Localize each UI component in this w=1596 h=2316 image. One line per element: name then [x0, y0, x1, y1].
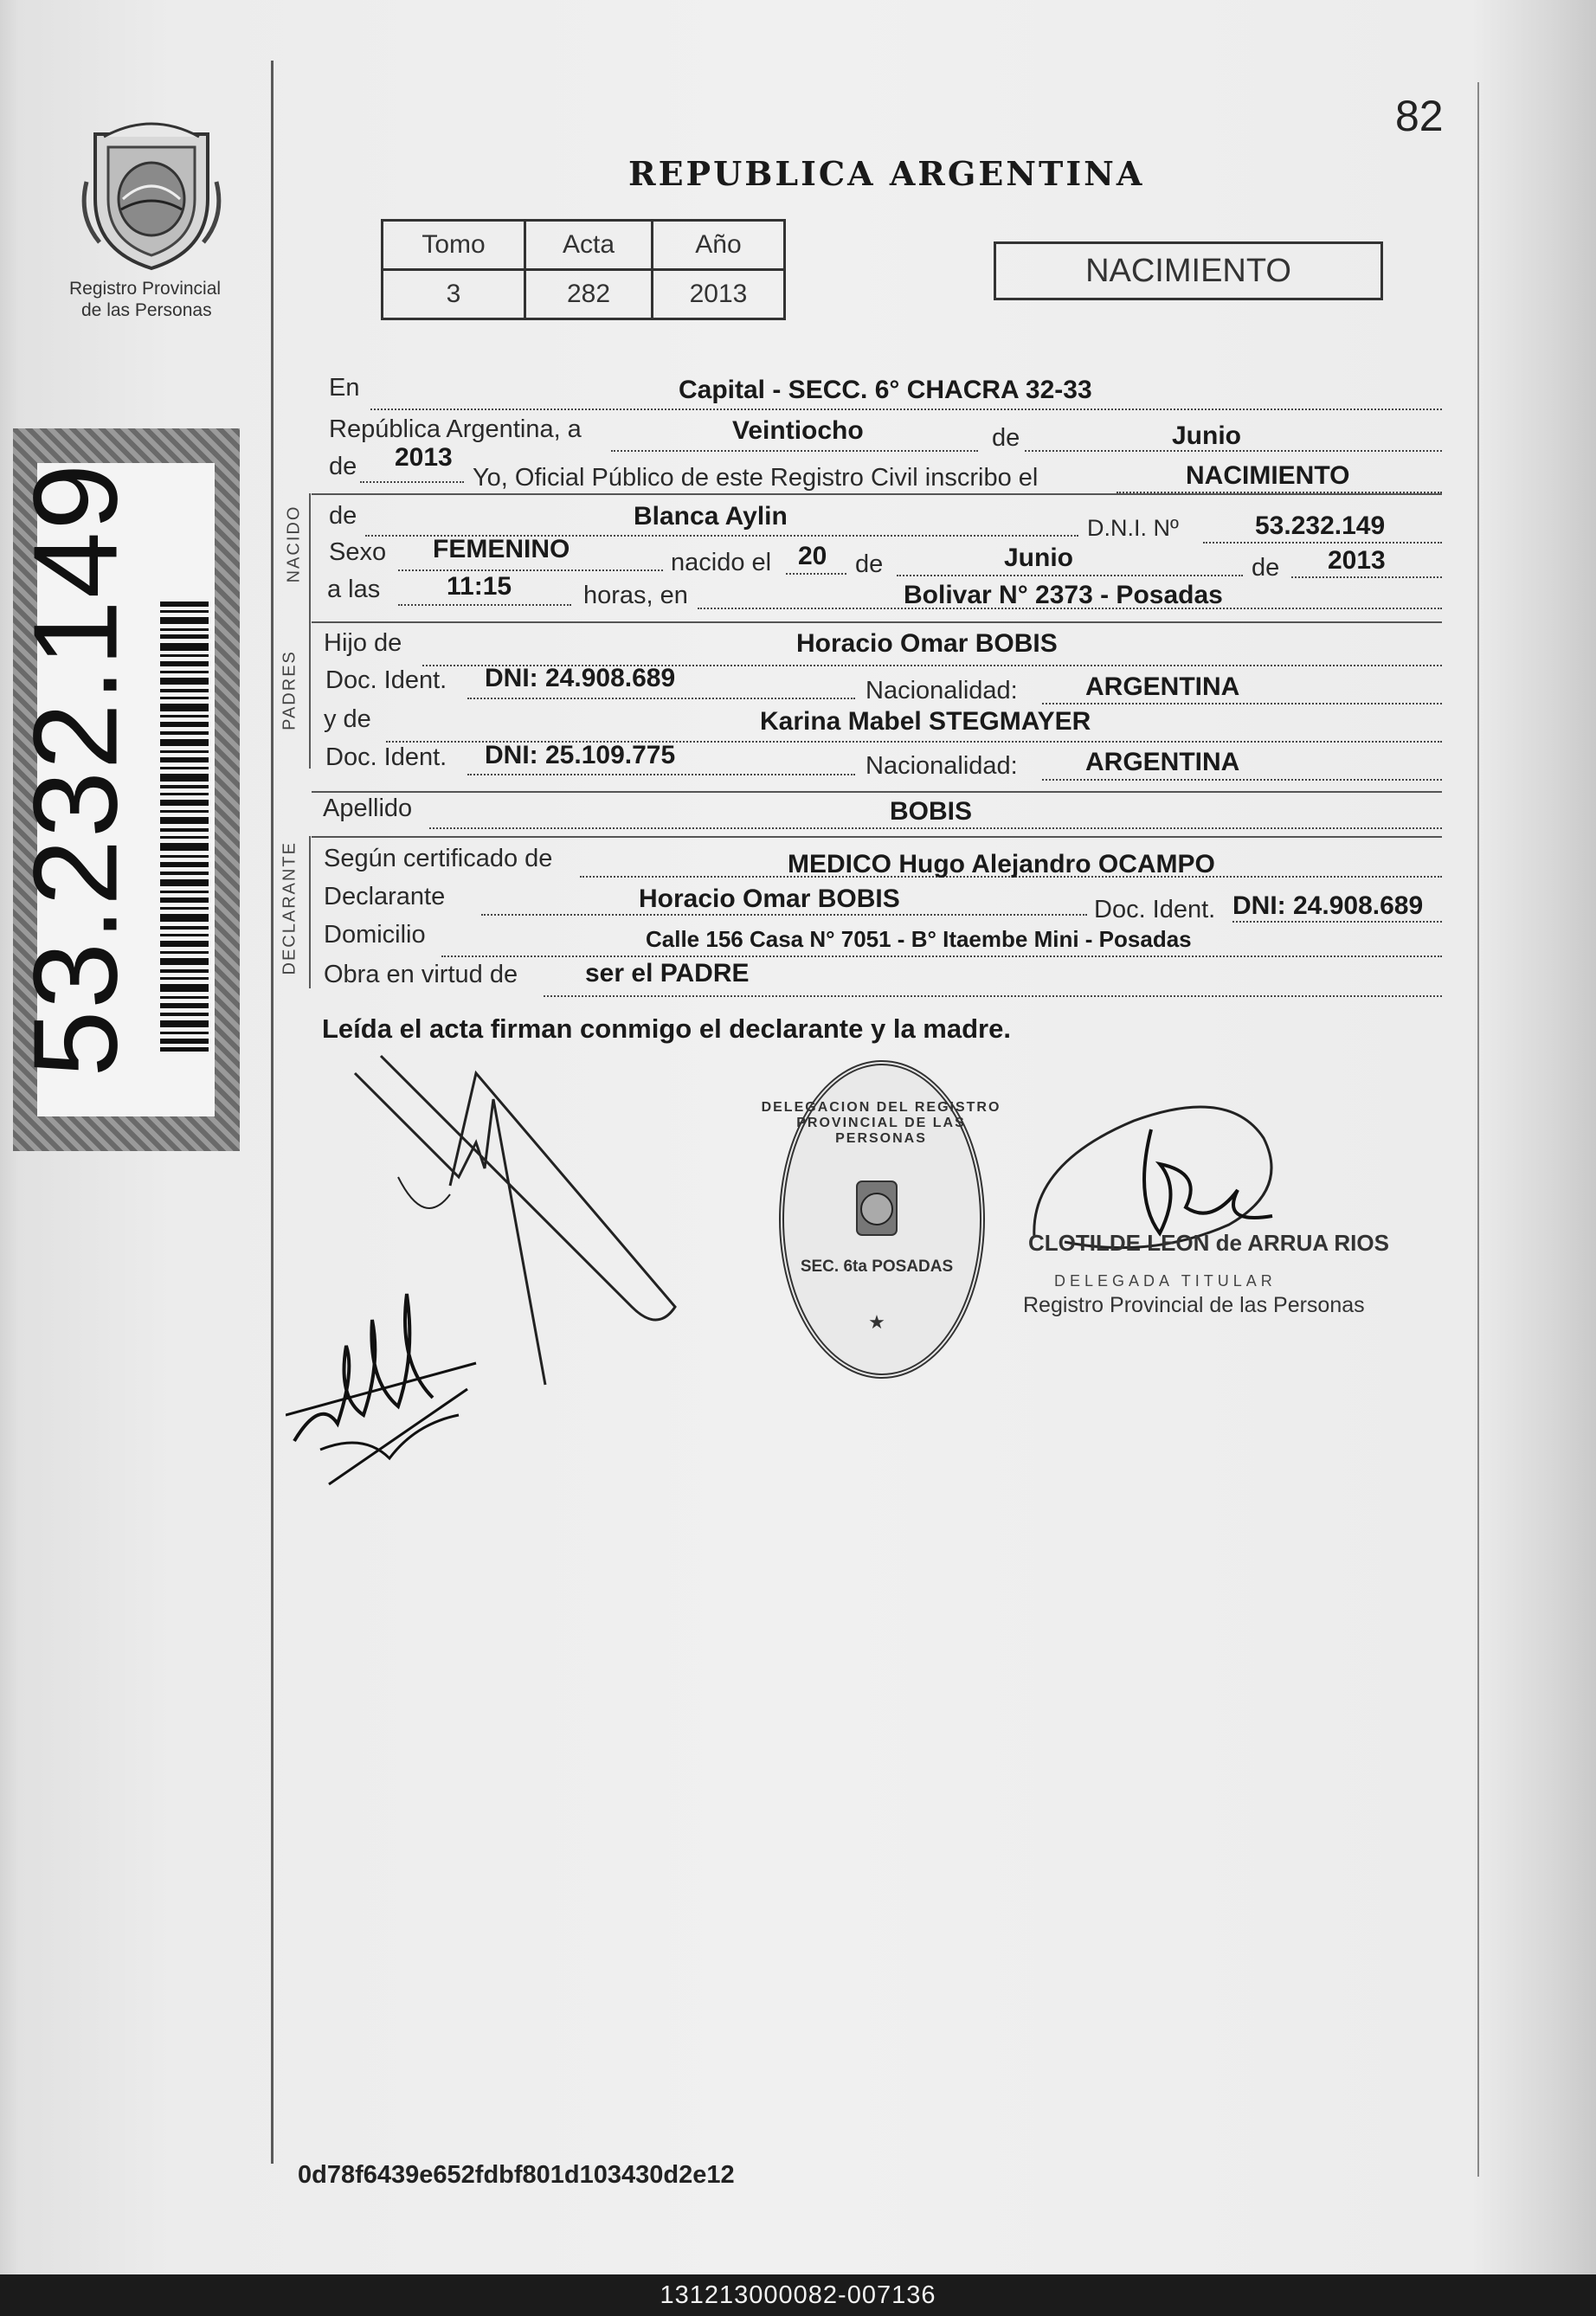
value-lugar-nac: Bolivar N° 2373 - Posadas [904, 581, 1223, 609]
dots-anio-nac [1291, 576, 1442, 578]
act-type-box [994, 241, 1383, 300]
value-anio: 2013 [395, 443, 453, 472]
label-republica: República Argentina, a [329, 415, 582, 443]
header-anio: Año [653, 221, 785, 270]
label-doc-ident-1: Doc. Ident. [325, 666, 447, 694]
label-doc-ident-2: Doc. Ident. [325, 743, 447, 771]
label-de1: de [992, 424, 1020, 452]
label-de-nombre: de [329, 502, 357, 530]
label-doc-ident-3: Doc. Ident. [1094, 896, 1216, 923]
label-dni: D.N.I. Nº [1087, 515, 1179, 541]
svg-text:★: ★ [868, 1311, 885, 1333]
value-declarante: Horacio Omar BOBIS [639, 885, 900, 913]
section-bar-declarante [309, 836, 311, 988]
value-domicilio: Calle 156 Casa N° 7051 - B° Itaembe Mini - Posadas [646, 926, 1192, 952]
value-madre: Karina Mabel STEGMAYER [760, 707, 1091, 736]
section-label-padres: PADRES [280, 650, 299, 730]
closing-text: Leída el acta firman conmigo el declarante y la madre. [322, 1013, 1011, 1044]
value-padre-doc: DNI: 24.908.689 [485, 664, 676, 692]
dots-padre-doc [467, 698, 855, 699]
dots-anio [360, 481, 464, 483]
label-apellido: Apellido [323, 795, 413, 822]
dots-hora [398, 604, 571, 606]
value-anio-nac: 2013 [1328, 546, 1386, 575]
page-number: 82 [1395, 92, 1444, 140]
value-tomo: 3 [383, 270, 525, 319]
provincial-logo [78, 113, 225, 273]
value-acta: 282 [525, 270, 653, 319]
logo-caption-line1: Registro Provincial [69, 279, 222, 299]
label-obra: Obra en virtud de [324, 961, 518, 988]
dots-declarante-doc [1232, 921, 1442, 923]
dots-padre-nac [1042, 703, 1442, 704]
dots-mes-nac [897, 575, 1243, 576]
label-a-las: a las [327, 576, 381, 603]
coat-of-arms-icon [78, 113, 225, 273]
rule-declarante-top [312, 836, 1442, 838]
document-title: REPUBLICA ARGENTINA [628, 154, 1145, 193]
dots-declarante [481, 914, 1087, 916]
section-bar-padres [309, 621, 311, 769]
barcode-panel [9, 461, 215, 1116]
label-de-anio: de [1252, 554, 1280, 582]
value-hora: 11:15 [447, 572, 512, 601]
label-declarante: Declarante [324, 883, 446, 910]
value-dni-nacido: 53.232.149 [1255, 511, 1386, 540]
value-sexo: FEMENINO [433, 535, 570, 563]
rule-apellido-top [312, 791, 1442, 793]
value-padre: Horacio Omar BOBIS [796, 629, 1058, 658]
section-label-declarante: DECLARANTE [280, 841, 299, 975]
barcode-icon [160, 602, 209, 1052]
barcode-band [9, 428, 240, 1151]
dots-domicilio [441, 955, 1442, 957]
act-type-label: NACIMIENTO [1085, 253, 1291, 289]
value-certificado: MEDICO Hugo Alejandro OCAMPO [788, 850, 1215, 878]
header-acta: Acta [525, 221, 653, 270]
value-dia-letras: Veintiocho [732, 416, 864, 445]
dots-dia-nac [786, 573, 846, 575]
value-apellido: BOBIS [890, 797, 973, 826]
official-name: CLOTILDE LEON de ARRUA RIOS [1028, 1230, 1389, 1256]
registry-table [381, 219, 786, 320]
label-sexo: Sexo [329, 538, 387, 566]
dots-sexo [398, 569, 663, 571]
official-office: Registro Provincial de las Personas [1023, 1293, 1365, 1317]
barcode-number: 53.232.149 [9, 461, 143, 1078]
dots-dni [1203, 542, 1442, 544]
stamp-outer-text: DELEGACION DEL REGISTRO PROVINCIAL DE LAS PERSONAS [761, 1100, 1001, 1146]
label-de2: de [329, 453, 357, 480]
value-madre-nac: ARGENTINA [1085, 748, 1240, 776]
value-obra: ser el PADRE [585, 959, 750, 988]
footer-code: 131213000082-007136 [0, 2274, 1596, 2316]
dots-en [370, 409, 1442, 410]
label-nacido-el: nacido el [671, 549, 772, 576]
left-margin-line [271, 61, 274, 2164]
value-mes: Junio [1172, 421, 1241, 450]
value-nombre: Blanca Aylin [634, 502, 788, 531]
label-nacionalidad-2: Nacionalidad: [866, 752, 1018, 780]
dots-dia [611, 450, 978, 452]
right-margin-line [1477, 82, 1479, 2177]
rule-padres-top [312, 621, 1442, 623]
dots-madre-nac [1042, 779, 1442, 781]
value-declarante-doc: DNI: 24.908.689 [1232, 891, 1424, 920]
section-bar-nacido [309, 493, 311, 621]
hash-code: 0d78f6439e652fdbf801d103430d2e12 [298, 2161, 735, 2189]
official-title: DELEGADA TITULAR [1054, 1272, 1277, 1290]
section-label-nacido: NACIDO [284, 505, 304, 583]
label-hijo-de: Hijo de [324, 629, 402, 657]
label-horas-en: horas, en [583, 582, 688, 609]
label-domicilio: Domicilio [324, 921, 426, 949]
rule-nacido-top [312, 493, 1442, 495]
value-mes-nac: Junio [1004, 544, 1073, 572]
value-inscribe: NACIMIENTO [1186, 461, 1350, 490]
value-dia-nac: 20 [798, 542, 827, 570]
label-en: En [329, 374, 360, 402]
label-de-mes: de [855, 550, 884, 578]
dots-apellido [429, 827, 1442, 829]
dots-madre-doc [467, 774, 855, 775]
value-lugar: Capital - SECC. 6° CHACRA 32-33 [679, 376, 1092, 404]
stamp-inner-text: SEC. 6ta POSADAS [800, 1258, 954, 1276]
label-yo-oficial: Yo, Oficial Público de este Registro Civil inscribo el [473, 464, 1039, 492]
label-segun-cert: Según certificado de [324, 845, 553, 872]
official-stamp [761, 1060, 1001, 1379]
header-tomo: Tomo [383, 221, 525, 270]
signature-madre [286, 1268, 485, 1493]
value-madre-doc: DNI: 25.109.775 [485, 741, 676, 769]
label-nacionalidad-1: Nacionalidad: [866, 677, 1018, 704]
logo-caption-line2: de las Personas [81, 300, 212, 320]
dots-obra [544, 995, 1442, 997]
label-y-de: y de [324, 705, 371, 733]
value-padre-nac: ARGENTINA [1085, 672, 1240, 701]
value-anio: 2013 [653, 270, 785, 319]
